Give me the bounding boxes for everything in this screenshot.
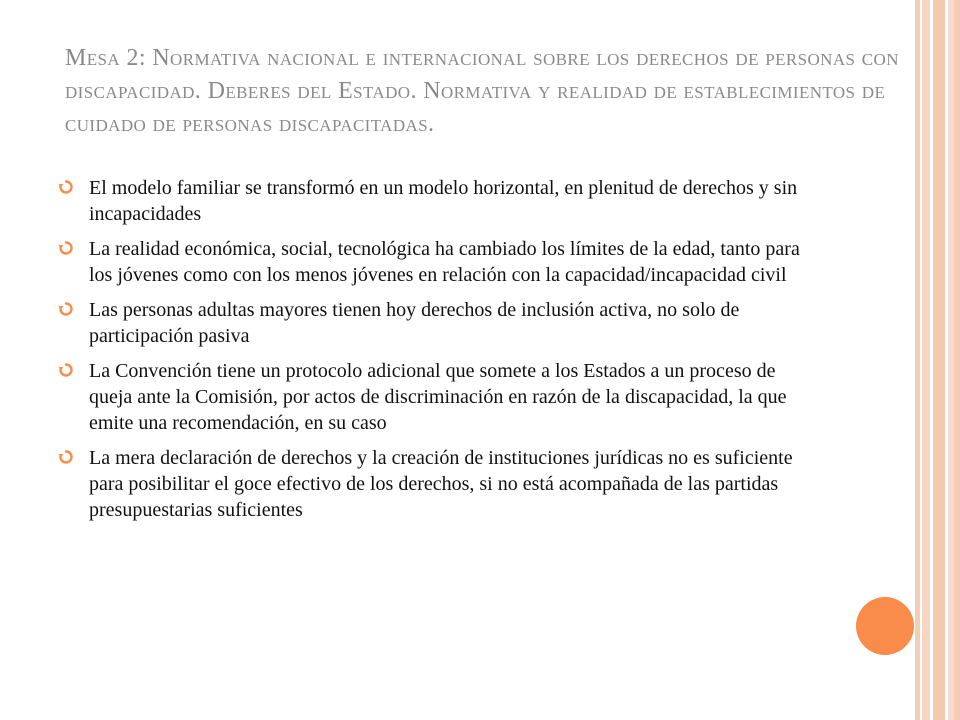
bullet-item (56, 236, 816, 288)
decorative-stripe (915, 0, 920, 720)
circular-arrow-icon (58, 449, 74, 465)
decorative-stripe (922, 0, 930, 720)
bullet-item (56, 175, 816, 227)
bullet-text: La realidad económica, social, tecnológica ha cambiado los límites de la edad, tanto para los jóvenes como con los menos jóvenes en relación con la capacidad/incapacidad civil (89, 238, 800, 286)
bullet-text: La Convención tiene un protocolo adicional que somete a los Estados a un proceso de queja ante la Comisión, por actos de discriminación en razón de la discapacidad, la que emite una recomendación, en su caso (89, 360, 787, 434)
bullet-item (56, 358, 816, 436)
bullet-item (56, 445, 816, 523)
slide-title: Mesa 2: Normativa nacional e internacional sobre los derechos de personas con discapacidad. Deberes del Estado. Normativa y realidad de establecimientos de cuidado de personas discapacitadas. (65, 45, 899, 137)
bullet-text: La mera declaración de derechos y la creación de instituciones jurídicas no es suficiente para posibilitar el goce efectivo de los derechos, si no está acompañada de las partidas presupuestarias suficientes (89, 447, 793, 521)
bullet-text: Las personas adultas mayores tienen hoy derechos de inclusión activa, no solo de participación pasiva (89, 299, 740, 347)
bullet-text: El modelo familiar se transformó en un modelo horizontal, en plenitud de derechos y sin incapacidades (89, 177, 798, 225)
bullet-item (56, 297, 816, 349)
circular-arrow-icon (58, 179, 74, 195)
decorative-orange-circle (856, 597, 914, 655)
decorative-stripe (954, 0, 960, 720)
decorative-stripe (933, 0, 945, 720)
bullet-list (56, 175, 816, 532)
circular-arrow-icon (58, 240, 74, 256)
circular-arrow-icon (58, 301, 74, 317)
circular-arrow-icon (58, 362, 74, 378)
